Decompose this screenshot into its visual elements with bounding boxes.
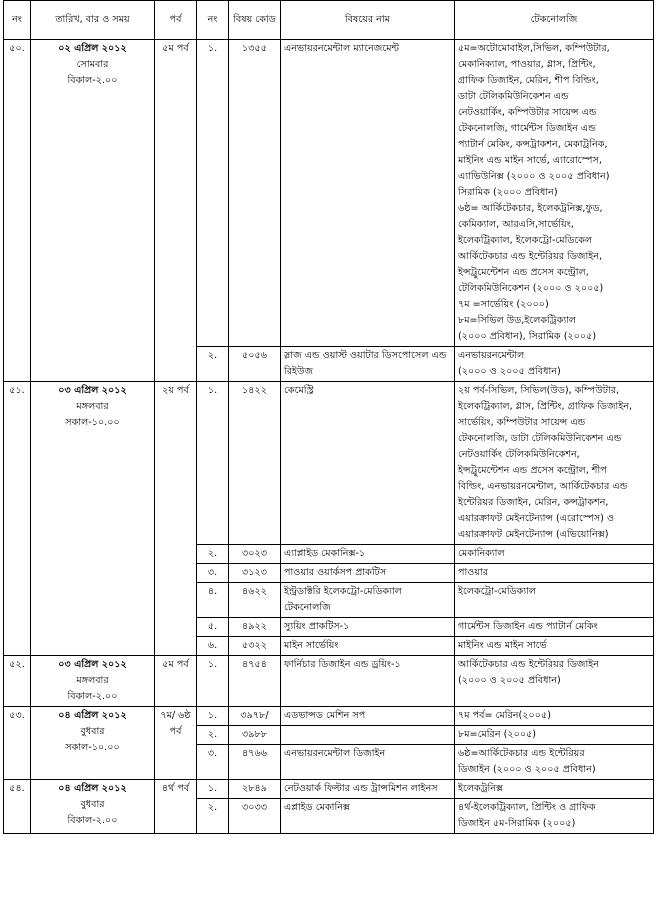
subject-name: ফার্নিচার ডিজাইন এন্ড ড্রয়িং-১: [281, 656, 455, 707]
technology-line: সিরামিক (২০০০ প্রবিধান): [458, 187, 558, 198]
technology-line: ৭ম =সার্ভেয়িং (২০০০): [458, 299, 549, 310]
technology-line: এ্যাভিউনিক্স (২০০০ ও ২০০৫ প্রবিধান): [458, 171, 610, 182]
header-code: বিষয় কোড: [229, 1, 281, 40]
subject-technology: [455, 583, 654, 618]
subject-technology: [455, 347, 654, 382]
subject-name: এনভায়রনমেন্টাল ডিজাইন: [281, 745, 455, 780]
technology-line: টেকনোলজি, গার্মেন্টস ডিজাইন এন্ড: [458, 123, 596, 134]
subject-name: ইন্ট্রডাক্টরি ইলেকট্রো-মেডিক্যাল টেকনোলজি: [281, 583, 455, 618]
technology-line: এনভায়রনমেন্টাল: [458, 350, 525, 361]
exam-day: বুধবার: [80, 726, 105, 737]
exam-time: বিকাল-২.০০: [67, 75, 118, 86]
technology-line: ৮ম=সিভিল উড,ইলেকট্রিক্যাল: [458, 315, 577, 326]
header-semester: পর্ব: [155, 1, 197, 40]
table-row: [4, 780, 654, 799]
subject-name: এ্যাপ্লাইড মেকানিক্স-১: [281, 545, 455, 564]
exam-date: ০৪ এপ্রিল ২০১২: [58, 783, 127, 794]
header-row: [4, 1, 654, 40]
subject-name: নেটওয়ার্ক ফিল্টার এন্ড ট্রান্সমিশন লাইনস: [281, 780, 455, 799]
technology-line: (২০০০ ও ২০০৫ প্রবিধান): [458, 366, 561, 377]
subject-sl: ২.: [197, 726, 229, 745]
exam-no: ৫৩.: [4, 707, 31, 780]
subject-technology: [455, 545, 654, 564]
technology-line: ডিজাইন ৫ম-সিরামিক (২০০৫): [458, 818, 576, 829]
exam-no: ৫১.: [4, 382, 31, 656]
subject-code: ৩০২৩: [229, 545, 281, 564]
exam-day: মঙ্গলবার: [76, 401, 109, 412]
subject-name: এডভান্সড মেশিন সপ: [281, 707, 455, 726]
technology-line: প্যাটার্ন মেকিং, কন্সট্রাকশন, মেকাট্রনিক,: [458, 139, 608, 150]
exam-day: বুধবার: [80, 799, 105, 810]
technology-line: আর্কিটেকচার এন্ড ইন্টেরিয়র ডিজাইন,: [458, 251, 603, 262]
technology-line: ডাটা টেলিকমিউনিকেশন এন্ড: [458, 91, 569, 102]
header-no: নং: [4, 1, 31, 40]
exam-semester: ২য় পর্ব: [155, 382, 197, 656]
subject-sl: ২.: [197, 347, 229, 382]
subject-code: ৩০৩৩: [229, 799, 281, 834]
subject-code: ৪৭৬৬: [229, 745, 281, 780]
exam-no: ৫২.: [4, 656, 31, 707]
exam-semester: ৫ম পর্ব: [155, 656, 197, 707]
technology-line: ৬ষ্ঠ= আর্কিটেকচার, ইলেকট্রনিক্স,ফুড,: [458, 203, 603, 214]
exam-date-cell: [31, 382, 155, 656]
subject-code: ৪৭৫৪: [229, 656, 281, 707]
table-row: [4, 656, 654, 707]
subject-name: স্যুয়িং প্রাকটিস-১: [281, 618, 455, 637]
subject-technology: [455, 637, 654, 656]
technology-line: ৭ম পর্ব= মেরিন(২০০৫): [458, 710, 551, 721]
subject-technology: [455, 618, 654, 637]
exam-date-cell: [31, 780, 155, 834]
subject-technology: [455, 382, 654, 545]
exam-time: বিকাল-২.০০: [67, 815, 118, 826]
technology-line: ইন্টেরিয়র ডিজাইন, মেরিন, কন্সট্রাকশন,: [458, 497, 609, 508]
subject-name: মাইন সার্ভেয়িং: [281, 637, 455, 656]
technology-line: নেটওয়ার্কিং টেলিকমিউনিকেশন,: [458, 449, 580, 460]
subject-code: ৪৯২২: [229, 618, 281, 637]
technology-line: এয়ারক্রাফট মেইনটেন্যান্স (এরোস্পেস) ও: [458, 513, 615, 524]
subject-code: ১৩৫৫: [229, 40, 281, 347]
technology-line: ইন্সট্রুমেন্টেশন এন্ড প্রসেস কন্ট্রোল, শীপ: [458, 465, 607, 476]
technology-line: (২০০০ প্রবিধান), সিরামিক (২০০৫): [458, 331, 597, 342]
subject-sl: ২.: [197, 545, 229, 564]
subject-code: ৩১২৩: [229, 564, 281, 583]
subject-name: স্লাজ এন্ড ওয়াস্ট ওয়াটার ডিসপোসেল এন্ড রিইউজ: [281, 347, 455, 382]
subject-sl: ১.: [197, 382, 229, 545]
technology-line: ডিজাইন (২০০০ ও ২০০৫ প্রবিধান): [458, 764, 596, 775]
exam-date: ০৩ এপ্রিল ২০১২: [58, 659, 127, 670]
technology-line: ৬ষ্ঠ=আর্কিটেকচার এন্ড ইন্টেরিয়র: [458, 748, 585, 759]
technology-line: নেটওয়ার্কিং, কম্পিউটার সায়েন্স এন্ড: [458, 107, 597, 118]
header-date: তারিখ, বার ও সময়: [31, 1, 155, 40]
schedule-body: [4, 40, 654, 834]
exam-date: ০৪ এপ্রিল ২০১২: [58, 710, 127, 721]
technology-line: ইলেকট্রনিক্স: [458, 783, 504, 794]
technology-line: মাইনিং এন্ড মাইন সার্ভে: [458, 640, 547, 651]
subject-sl: ১.: [197, 40, 229, 347]
exam-day: সোমবার: [76, 59, 109, 70]
subject-technology: [455, 40, 654, 347]
subject-code: ৩৯৭৮/: [229, 707, 281, 726]
exam-semester: ৪র্থ পর্ব: [155, 780, 197, 834]
exam-time: সকাল-১০.০০: [65, 417, 120, 428]
technology-line: মেকানিক্যাল: [458, 548, 505, 559]
exam-date-cell: [31, 656, 155, 707]
technology-line: বিল্ডিং, এনভায়রনমেন্টাল, আর্কিটেকচার এন্ড: [458, 481, 628, 492]
exam-no: ৫৪.: [4, 780, 31, 834]
technology-line: ৮ম=মেরিন (২০০৫): [458, 729, 537, 740]
subject-technology: [455, 564, 654, 583]
exam-no: ৫০.: [4, 40, 31, 382]
technology-line: গ্রাফিক ডিজাইন, মেরিন, শীপ বিল্ডিং,: [458, 75, 599, 86]
technology-line: ৫ম=অটোমোবাইল,সিভিল, কম্পিউটার,: [458, 43, 610, 54]
exam-time: সকাল-১০.০০: [65, 742, 120, 753]
exam-date: ০৩ এপ্রিল ২০১২: [58, 385, 127, 396]
subject-technology: [455, 707, 654, 726]
technology-line: ইলেকট্রো-মেডিক্যাল: [458, 586, 537, 597]
subject-code: ৫০৫৬: [229, 347, 281, 382]
subject-code: ১৪২২: [229, 382, 281, 545]
technology-line: ৪র্থ-ইলেকট্রিক্যাল, প্রিন্টিং ও গ্রাফিক: [458, 802, 596, 813]
table-row: [4, 382, 654, 545]
subject-sl: ৩.: [197, 564, 229, 583]
subject-technology: [455, 780, 654, 799]
technology-line: (২০০০ ও ২০০৫ প্রবিধান): [458, 675, 561, 686]
technology-line: ইলেকট্রিক্যাল, গ্লাস, প্রিন্টিং, গ্রাফিক ডিজাইন,: [458, 401, 633, 412]
technology-line: ইলেকট্রিক্যাল, ইলেকট্রো-মেডিকেল: [458, 235, 593, 246]
subject-name: এপ্লাইড মেকানিক্স: [281, 799, 455, 834]
subject-sl: ১.: [197, 656, 229, 707]
technology-line: মাইনিং এন্ড মাইন সার্ভে, এ্যারোস্পেস,: [458, 155, 602, 166]
subject-sl: ৪.: [197, 583, 229, 618]
technology-line: টেকনোলজি, ডাটা টেলিকমিউনিকেশন এন্ড: [458, 433, 622, 444]
technology-line: ইন্সট্রুমেন্টেশন এন্ড প্রসেস কন্ট্রোল,: [458, 267, 589, 278]
subject-sl: ১.: [197, 707, 229, 726]
subject-name: [281, 726, 455, 745]
header-sl: নং: [197, 1, 229, 40]
exam-time: বিকাল-২.০০: [67, 691, 118, 702]
subject-name: এনভায়রনমেন্টাল ম্যানেজমেন্ট: [281, 40, 455, 347]
subject-technology: [455, 726, 654, 745]
subject-technology: [455, 656, 654, 707]
header-technology: টেকনোলজি: [455, 1, 654, 40]
technology-line: আর্কিটেকচার এন্ড ইন্টেরিয়র ডিজাইন: [458, 659, 600, 670]
subject-code: ৪৬২২: [229, 583, 281, 618]
subject-code: ৫৩২২: [229, 637, 281, 656]
technology-line: টেলিকমিউনিকেশন (২০০০ ও ২০০৫): [458, 283, 604, 294]
exam-semester: ৭ম/ ৬ষ্ঠ পর্ব: [155, 707, 197, 780]
subject-technology: [455, 745, 654, 780]
subject-sl: ৫.: [197, 618, 229, 637]
table-row: [4, 707, 654, 726]
exam-semester: ৫ম পর্ব: [155, 40, 197, 382]
exam-date-cell: [31, 40, 155, 382]
exam-date-cell: [31, 707, 155, 780]
technology-line: ২য় পর্ব-সিভিল, সিভিল(উড), কম্পিউটার,: [458, 385, 620, 396]
technology-line: গার্মেন্টস ডিজাইন এন্ড প্যাটার্ন মেকিং: [458, 621, 598, 632]
technology-line: এয়ারক্রাফট মেইনটেন্যান্স (এভিয়োনিক্স): [458, 529, 609, 540]
header-subject: বিষয়ের নাম: [281, 1, 455, 40]
subject-technology: [455, 799, 654, 834]
subject-code: ২৮৪৯: [229, 780, 281, 799]
subject-name: কেমেস্ট্রি: [281, 382, 455, 545]
technology-line: পাওয়ার: [458, 567, 489, 578]
subject-code: ৩৯৮৮: [229, 726, 281, 745]
exam-date: ০২ এপ্রিল ২০১২: [58, 43, 127, 54]
exam-schedule-table: [3, 0, 654, 834]
technology-line: সার্ভেয়িং, কম্পিউটার সায়েন্স এন্ড: [458, 417, 586, 428]
exam-day: মঙ্গলবার: [76, 675, 109, 686]
subject-sl: ১.: [197, 780, 229, 799]
subject-sl: ২.: [197, 799, 229, 834]
technology-line: কেমিক্যাল, আরএসি,সার্ভেয়িং,: [458, 219, 574, 230]
subject-sl: ৩.: [197, 745, 229, 780]
subject-name: পাওয়ার ওয়ার্কসপ প্রাকটিস: [281, 564, 455, 583]
technology-line: মেকানিক্যাল, পাওয়ার, গ্লাস, প্রিন্টিং,: [458, 59, 596, 70]
subject-sl: ৬.: [197, 637, 229, 656]
table-row: [4, 40, 654, 347]
